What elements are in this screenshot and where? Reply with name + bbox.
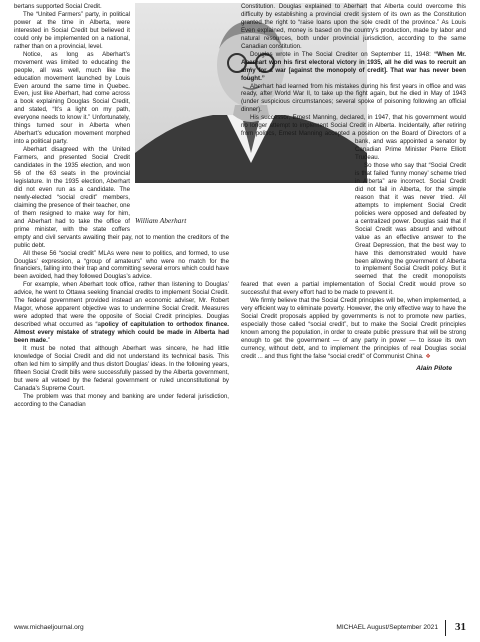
paragraph: Aberhart disagreed with the United Farmers, and presented Social Credit candidates in the 1935 election, and won 56 of the 63 seats in the provincial legislature. In the 1935 election, Aberhart did not even run as a candidate. The newly-elected “social credit” members, claiming the presence of their teacher, one of them resigned to make way for him, and Aberhart had to take the office of prime minister, with the state coffers empty and civil servants awaiting their pay, not to mention the creditors of the public debt. bbox=[14, 146, 229, 249]
issue-label: MICHAEL August/September 2021 bbox=[336, 624, 438, 631]
paragraph-text: We firmly believe that the Social Credit principles will be, when implemented, a very efficient way to eliminate poverty. However, the only effective way to have the Social Credit proposals applied by governments is not to promote new parties, especially those called “social credit”, but to make the Social Credit principles known among the population, in order to create public pressure that will be strong enough to get the government — of any party in power — to issue its own currency, without debt, and to implement the principles of real Douglas social credit ... and thus fight the false “social credit” of Communist China. bbox=[241, 297, 466, 360]
author-signature: Alain Pilote bbox=[416, 364, 452, 372]
bold-quote: policy of capitulation to orthodox finance. Almost every mistake of strategy which could be made in Alberta had been made. bbox=[14, 321, 229, 345]
footer-divider bbox=[445, 620, 446, 636]
paragraph bbox=[241, 51, 466, 83]
photo-block bbox=[135, 3, 241, 229]
photo-wrap-space bbox=[241, 139, 351, 277]
paragraph: Notice, as long as Aberhart’s movement was limited to educating the people, all was well, much like the education movement launched by Louis Even around the same time in Quebec. Even, just like Aberhart, had come across a book explaining Douglas Social Credit, and stated, “It’s a light on my path, everyone needs to know it.” Unfortunately, things turned sour in Alberta when Aberhart’s education movement morphed into a political party. bbox=[14, 50, 130, 146]
paragraph-text: Douglas wrote in The Social Crediter on September 11, 1948: bbox=[250, 50, 435, 58]
paragraph bbox=[14, 281, 229, 345]
paragraph: His successor, Ernest Manning, declared, in 1947, that his government would no longer attempt to implement Social Credit in Alberta. Incidentally, after retiring from politics, Ernest Manning accepted a position on the Board of Directors of a bank, and was appointed a senator by Canadian Prime Minister Pierre Elliott Trudeau. bbox=[241, 114, 466, 162]
photo-caption: William Aberhart bbox=[135, 216, 187, 225]
website-link[interactable]: www.michaeljournal.org bbox=[14, 624, 84, 631]
page-number: 31 bbox=[455, 621, 466, 633]
diamond-icon: ❖ bbox=[425, 352, 431, 360]
quote-close: ” bbox=[47, 337, 50, 345]
paragraph: Aberhart had learned from his mistakes during his first years in office and was ready, after World War II, to take up the fight again, but he died in May of 1943 (under suspicious circumstances; several spoke of poisoning following an official dinner). bbox=[241, 82, 466, 114]
paragraph bbox=[241, 297, 466, 361]
paragraph: Constitution. Douglas explained to Aberhart that Alberta could overcome this difficulty by establishing a provincial credit system of its own as the Constitution granted the right to “raise loans upon the sole credit of the province.” As Louis Even explained, money is based on the country’s production, made by labor and natural resources, both under provincial jurisdiction, according to the same Canadian constitution. bbox=[241, 3, 466, 50]
paragraph: It must be noted that although Aberhart was sincere, he had little knowledge of Social Credit and did not understand its technical basis. This often led him to simplify and thus distort Douglas’ ideas. In the following years, fifteen Social Credit bills were successfully passed by the Alberta government, but were all vetoed by the federal government or ruled unconstitutional by Canada’s Supreme Court. bbox=[14, 344, 229, 392]
right-column bbox=[241, 3, 466, 373]
paragraph: bertans supported Social Credit. bbox=[14, 3, 102, 10]
paragraph: The problem was that money and banking are under federal jurisdiction, according to the Canadian bbox=[14, 392, 229, 408]
left-column bbox=[14, 3, 229, 409]
paragraph: So those who say that “Social Credit is that failed ‘funny money’ scheme tried in Alberta” are incorrect. Social Credit did not fail in Alberta, for the simple reason that it was never tried. All attempts to implement Social Credit policies were opposed and defeated by a centralized power. Douglas said that if Social Credit was absurd and without value as an effective answer to the Great Depression, that the best way to have this demonstrated would have been allowing the government of Alberta to implement Social Credit policy. But it seemed that the credit monopolists feared that even a partial implementation of Social Credit would prove so successful that every effort had to be made to prevent it. bbox=[241, 162, 466, 297]
paragraph: The “United Farmers” party, in political power at the time in Alberta, were interested in Social Credit but believed it could only be implemented on a national, rather than on a provincial, level. bbox=[14, 10, 130, 50]
bold-quote: “When Mr. Aberhart won his first electoral victory in 1935, all he did was to recruit an army for a war [against the monopoly of credit]. That war has never been fought.” bbox=[241, 50, 466, 82]
paragraph: All these 56 “social credit” MLAs were new to politics, and formed, to use Douglas’ expression, a “group of amateurs” who were no match for the financiers, falling into their trap and committing several errors which could have been avoided, had they followed Douglas’s advice. bbox=[14, 249, 229, 281]
paragraph-text: For example, when Aberhart took office, rather than listening to Douglas’ advice, he went to Ottawa seeking financial credits to implement Social Credit. The federal government provided instead an economic adviser, Mr. Robert Magor, whose apparent objective was to undermine Social Credit. Measures were adopted that were the opposite of Social Credit principles. Douglas described what occurred as “a bbox=[14, 281, 229, 329]
